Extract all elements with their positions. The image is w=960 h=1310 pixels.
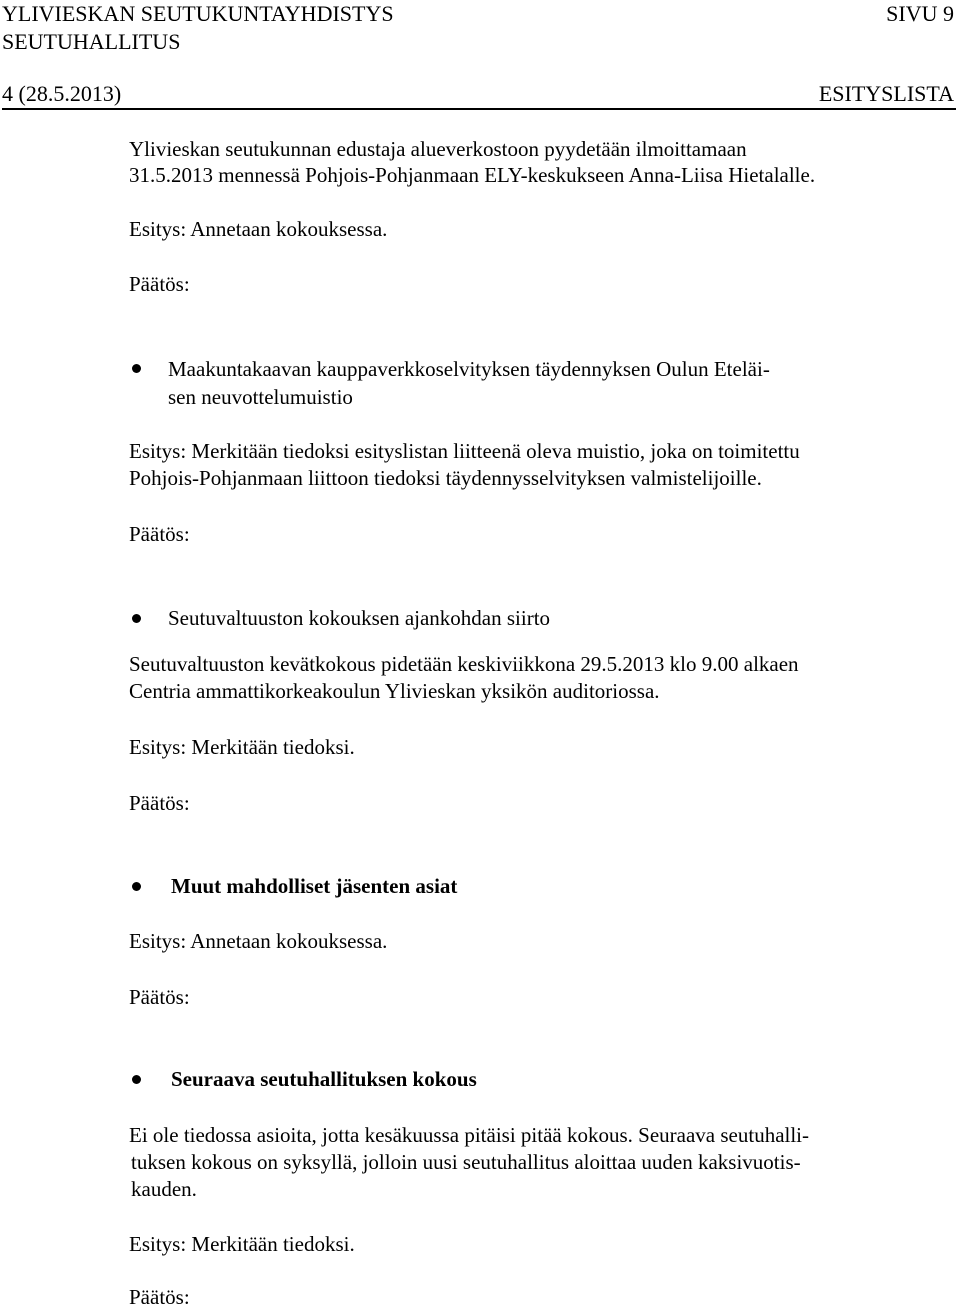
body-line-1: Ei ole tiedossa asioita, jotta kesäkuussa pitäisi pitää kokous. Seuraava seutuhalli-: [129, 1123, 810, 1147]
body-line-2: tuksen kokous on syksyllä, jolloin uusi seutuhallitus aloittaa uuden kaksivuotis-: [131, 1150, 801, 1174]
bullet-icon: [132, 1075, 141, 1084]
esitys-line: Esitys: Merkitään tiedoksi.: [129, 1232, 355, 1256]
section-title-line-1: Maakuntakaavan kauppaverkkoselvityksen täydennyksen Oulun Eteläi-: [168, 357, 770, 381]
body-line-1: Seutuvaltuuston kevätkokous pidetään keskiviikkona 29.5.2013 klo 9.00 alkaen: [129, 652, 799, 676]
header-doc-type: ESITYSLISTA: [818, 81, 954, 106]
header-org: YLIVIESKAN SEUTUKUNTAYHDISTYS: [2, 1, 394, 26]
bullet-icon: [132, 614, 141, 623]
intro-line-1: Ylivieskan seutukunnan edustaja alueverkostoon pyydetään ilmoittamaan: [129, 137, 747, 161]
paatos-line: Päätös:: [129, 1285, 190, 1309]
paatos-line: Päätös:: [129, 791, 190, 815]
bullet-icon: [132, 364, 141, 373]
section-title-line-2: sen neuvottelumuistio: [168, 385, 353, 409]
esitys-line: Esitys: Merkitään tiedoksi.: [129, 735, 355, 759]
body-line-2: Centria ammattikorkeakoulun Ylivieskan yksikön auditoriossa.: [129, 679, 660, 703]
esitys-line: Esitys: Annetaan kokouksessa.: [129, 929, 388, 953]
section-title: Seuraava seutuhallituksen kokous: [171, 1067, 477, 1091]
paatos-line: Päätös:: [129, 272, 190, 296]
esitys-line: Esitys: Annetaan kokouksessa.: [129, 217, 388, 241]
paatos-line: Päätös:: [129, 522, 190, 546]
header-meeting: 4 (28.5.2013): [2, 81, 122, 106]
intro-line-2: 31.5.2013 mennessä Pohjois-Pohjanmaan ELY-keskukseen Anna-Liisa Hietalalle.: [129, 163, 816, 187]
header-body: SEUTUHALLITUS: [2, 29, 181, 54]
header-divider: [2, 108, 956, 110]
section-title: Seutuvaltuuston kokouksen ajankohdan siirto: [168, 606, 551, 630]
esitys-line-1: Esitys: Merkitään tiedoksi esityslistan liitteenä oleva muistio, joka on toimitettu: [129, 439, 800, 463]
section-title: Muut mahdolliset jäsenten asiat: [171, 874, 458, 898]
header-page-number: SIVU 9: [886, 1, 954, 26]
esitys-line-2: Pohjois-Pohjanmaan liittoon tiedoksi täydennysselvityksen valmistelijoille.: [129, 466, 762, 490]
paatos-line: Päätös:: [129, 985, 190, 1009]
bullet-icon: [132, 882, 141, 891]
body-line-3: kauden.: [131, 1177, 197, 1201]
